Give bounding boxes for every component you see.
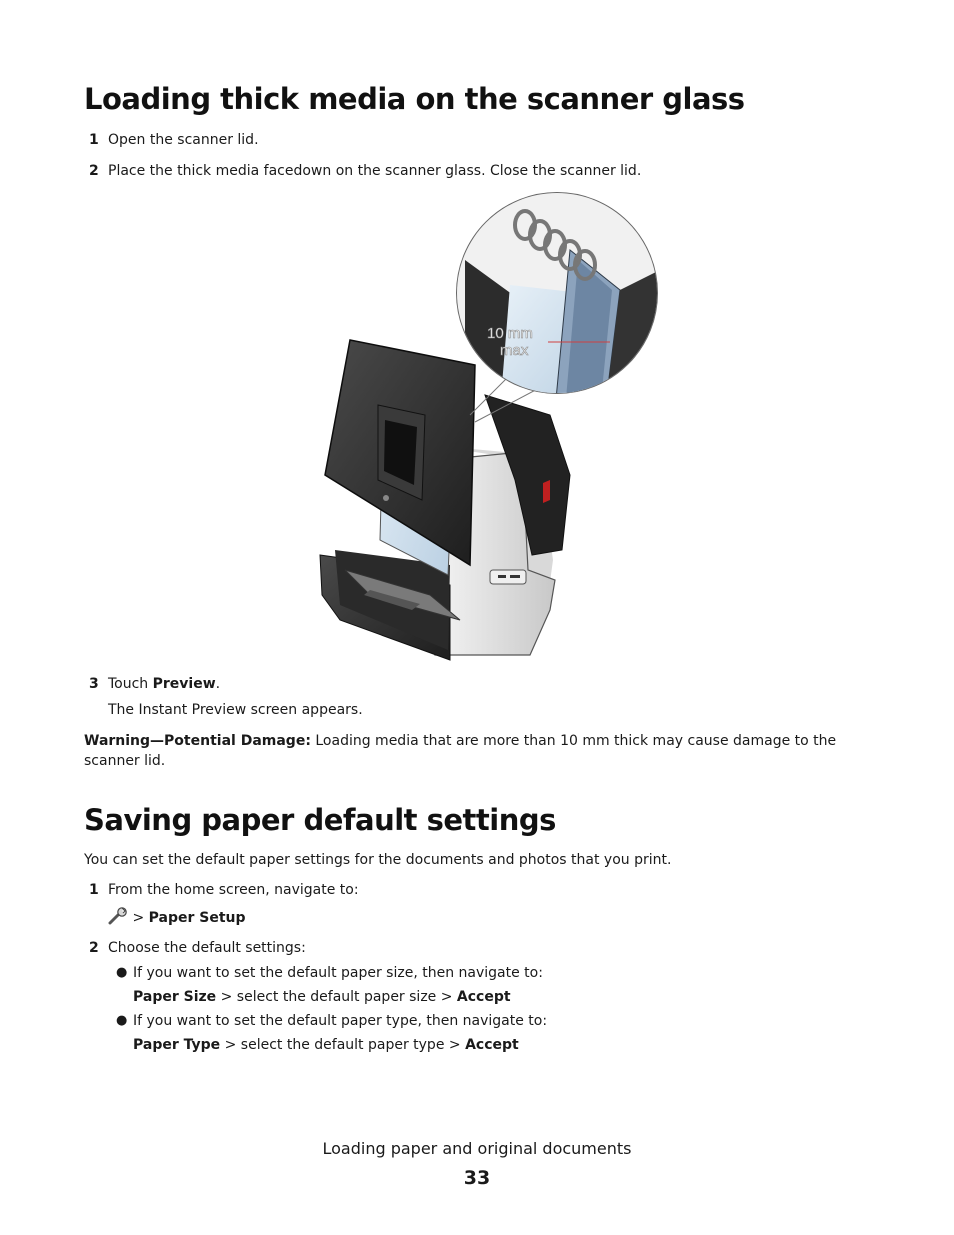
printer-illustration	[300, 190, 670, 665]
step-text: From the home screen, navigate to:	[108, 882, 359, 898]
step-text: Choose the default settings:	[108, 940, 306, 956]
footer-chapter: Loading paper and original documents	[322, 1139, 632, 1158]
step-text: Open the scanner lid.	[108, 132, 259, 148]
wrench-icon	[108, 907, 128, 925]
step-text: Place the thick media facedown on the scanner glass. Close the scanner lid.	[108, 163, 642, 179]
step-text: Touch Preview.	[108, 676, 221, 692]
step-number: 2	[89, 163, 99, 179]
bullet-text: If you want to set the default paper type, then navigate to:	[133, 1013, 548, 1029]
page-number: 33	[463, 1167, 491, 1189]
warning-note: Warning—Potential Damage: Loading media that are more than 10 mm thick may cause damage to the scanner lid.	[84, 733, 837, 769]
step-result: The Instant Preview screen appears.	[108, 702, 363, 718]
step-number: 1	[89, 132, 99, 148]
bullet-dot: ●	[116, 965, 128, 980]
step-number: 2	[89, 940, 99, 956]
callout-label-line2: max	[500, 342, 529, 359]
bullet-path: Paper Type > select the default paper type > Accept	[133, 1037, 519, 1053]
bullet-text: If you want to set the default paper size, then navigate to:	[133, 965, 543, 981]
step-number: 1	[89, 882, 99, 898]
step-number: 3	[89, 676, 99, 692]
bullet-path: Paper Size > select the default paper size > Accept	[133, 989, 511, 1005]
section-title-thick-media: Loading thick media on the scanner glass	[84, 82, 745, 116]
nav-path: > Paper Setup	[108, 907, 246, 928]
bullet-dot: ●	[116, 1013, 128, 1028]
section-title-paper-defaults: Saving paper default settings	[84, 803, 556, 837]
intro-text: You can set the default paper settings for the documents and photos that you print.	[84, 852, 672, 868]
callout-label-line1: 10 mm	[487, 325, 533, 342]
